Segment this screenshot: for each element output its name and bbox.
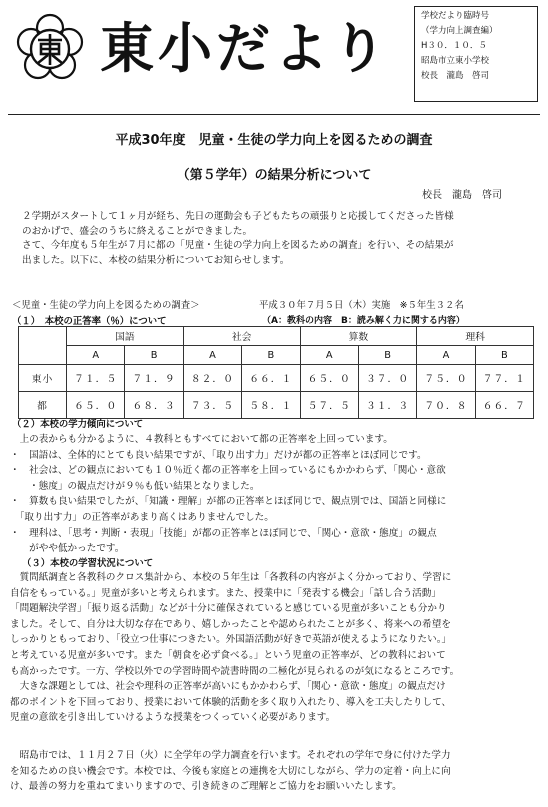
section3-line: 大きな課題としては、社会や理科の正答率が高いにもかかわらず、「関心・意欲・態度」の観点だけ bbox=[10, 681, 446, 693]
section3-line: しっかりともっており、「役立つ仕事につきたい。外国語活動が好きで英語が使えるようになりたい。」 bbox=[10, 634, 452, 646]
section2-line: ・態度」の観点だけが９％も低い結果となりました。 bbox=[10, 480, 260, 492]
section2-line: 「取り出す力」の正答率があまり高くはありませんでした。 bbox=[10, 511, 274, 523]
table-row bbox=[19, 365, 534, 392]
section3-line: も高かったです。一方、学校以外での学習時間や読書時間の二極化が見られるのが気になるところです。 bbox=[10, 665, 460, 677]
section2-line: ・ 算数も良い結果でしたが、「知識・理解」が都の正答率とほぼ同じで、観点別では、国語と同様に bbox=[10, 496, 447, 508]
school-emblem-icon bbox=[14, 12, 86, 84]
section2-line: ・ 国語は、全体的にとても良い結果ですが、「取り出す力」だけが都の正答率とほぼ同じです。 bbox=[10, 449, 427, 461]
score-cell: ７０．８ bbox=[417, 392, 475, 419]
score-cell: ６８．３ bbox=[125, 392, 183, 419]
table-row bbox=[19, 392, 534, 419]
score-cell: ５８．１ bbox=[242, 392, 300, 419]
sub-header-b: B bbox=[125, 346, 183, 365]
intro-line: さて、今年度も５年生が７月に都の「児童・生徒の学力向上を図るための調査」を行い、その結果が bbox=[22, 240, 454, 251]
sub-header-a: A bbox=[183, 346, 241, 365]
article-signer: 校長 瀧島 啓司 bbox=[422, 190, 502, 201]
sub-header-b: B bbox=[242, 346, 300, 365]
sub-header-a: A bbox=[67, 346, 125, 365]
section2-line: 上の表からも分かるように、４教科ともすべてにおいて都の正答率を上回っています。 bbox=[10, 434, 393, 445]
score-cell: ６５．０ bbox=[67, 392, 125, 419]
section2-line: ・ 社会は、どの観点においても１０％近く都の正答率を上回っているにもかかわらず、「関心・意欲 bbox=[10, 465, 446, 477]
subject-header: 国語 bbox=[67, 327, 184, 346]
score-cell: ８２．０ bbox=[183, 365, 241, 392]
section1-heading: （１） 本校の正答率（％）について bbox=[12, 316, 167, 327]
intro-paragraph bbox=[22, 210, 530, 268]
score-cell: ７７．１ bbox=[475, 365, 533, 392]
section2-line: がやや低かったです。 bbox=[10, 543, 125, 555]
school-name: 昭島市立東小学校 bbox=[421, 56, 490, 66]
score-cell: ７５．０ bbox=[417, 365, 475, 392]
score-cell: ３７．０ bbox=[358, 365, 416, 392]
closing-line: を知るための良い機会です。本校では、今後も家庭との連携を大切にしながら、学力の定着・向上に向 bbox=[10, 765, 451, 777]
survey-heading-row bbox=[12, 297, 464, 311]
table-subheader-row bbox=[19, 346, 534, 365]
article-title-line1: 平成30年度 児童・生徒の学力向上を図るための調査 bbox=[115, 133, 433, 148]
sub-header-a: A bbox=[300, 346, 358, 365]
subject-header: 社会 bbox=[183, 327, 300, 346]
section2-heading: （２）本校の学力傾向について bbox=[12, 419, 144, 430]
score-table bbox=[18, 326, 534, 419]
section2-body bbox=[10, 432, 540, 557]
subject-header: 算数 bbox=[300, 327, 417, 346]
row-label: 都 bbox=[19, 392, 67, 419]
issue-type: 学校だより臨時号 bbox=[421, 11, 490, 21]
article-title-line2: （第５学年）の結果分析について bbox=[176, 168, 372, 183]
section3-line: と考えている児童が多いです。また「朝食を必ず食べる。」という児童の正答率が、どの教科において bbox=[10, 649, 446, 661]
intro-line: ２学期がスタートして１ヶ月が経ち、先日の運動会も子どもたちの頑張りと応援してくださった皆様 bbox=[22, 211, 454, 222]
row-label: 東小 bbox=[19, 365, 67, 392]
closing-paragraph bbox=[10, 748, 540, 795]
closing-line: け、最善の努力を重ねてまいりますので、引き続きのご理解とご協力をお願いいたします。 bbox=[10, 781, 402, 793]
section3-line: 自信をもっている。」児童が多いと考えられます。また、授業中に「発表する機会」「話し合う活動」 bbox=[10, 587, 441, 599]
score-cell: ７１．５ bbox=[67, 365, 125, 392]
survey-date-note: 平成３０年７月５日（木）実施 ※５年生３２名 bbox=[259, 300, 464, 311]
issue-subtitle: （学力向上調査編） bbox=[421, 26, 498, 36]
score-cell: ６５．０ bbox=[300, 365, 358, 392]
score-cell: ７１．９ bbox=[125, 365, 183, 392]
intro-line: 出ました。以下に、本校の結果分析についてお知らせします。 bbox=[22, 254, 290, 266]
section3-line: 「問題解決学習」「振り返る活動」などが十分に確保されていると感じている児童が多いことも分かり bbox=[10, 603, 447, 615]
closing-line: 昭島市では、１１月２７日（火）に全学年の学力調査を行います。それぞれの学年で身に付けた学力 bbox=[10, 750, 451, 761]
score-cell: ６６．１ bbox=[242, 365, 300, 392]
principal-name: 校長 瀧島 啓司 bbox=[421, 71, 490, 81]
section3-body bbox=[10, 570, 540, 726]
score-cell: ５７．５ bbox=[300, 392, 358, 419]
section3-line: ました。そして、自分は大切な存在であり、嬉しかったことや認められたことが多く、将来への希望を bbox=[10, 618, 451, 630]
score-cell: ３１．３ bbox=[358, 392, 416, 419]
issue-date: H３０．１０．５ bbox=[421, 41, 487, 51]
score-cell: ７３．５ bbox=[183, 392, 241, 419]
header-divider bbox=[8, 114, 540, 115]
table-header-row bbox=[19, 327, 534, 346]
section3-line: 児童の意欲を引き出していけるような授業をつくっていく必要があります。 bbox=[10, 712, 336, 724]
issue-info-box bbox=[414, 6, 538, 102]
sub-header-a: A bbox=[417, 346, 475, 365]
intro-line: のおかげで、盛会のうちに終えることができました。 bbox=[22, 225, 253, 237]
score-cell: ６６．７ bbox=[475, 392, 533, 419]
section3-line: 都のポイントを下回っており、授業において体験的活動を多く取り入れたり、導入を工夫したりして、 bbox=[10, 696, 452, 708]
section2-line: ・ 理科は、「思考・判断・表現」「技能」が都の正答率とほぼ同じで、「関心・意欲・態度」の観点 bbox=[10, 527, 437, 539]
score-legend: （A：教科の内容 B：読み解く力に関する内容） bbox=[262, 316, 465, 326]
sub-header-b: B bbox=[475, 346, 533, 365]
section3-heading: （３）本校の学習状況について bbox=[22, 558, 154, 569]
section3-line: 質問紙調査と各教科のクロス集計から、本校の５年生は「各教科の内容がよく分かっており、学習に bbox=[10, 572, 452, 583]
masthead-title: 東小だより bbox=[100, 16, 390, 80]
subject-header: 理科 bbox=[417, 327, 534, 346]
table-corner-cell bbox=[19, 327, 67, 365]
survey-heading: ＜児童・生徒の学力向上を図るための調査＞ bbox=[12, 300, 200, 311]
sub-header-b: B bbox=[358, 346, 416, 365]
